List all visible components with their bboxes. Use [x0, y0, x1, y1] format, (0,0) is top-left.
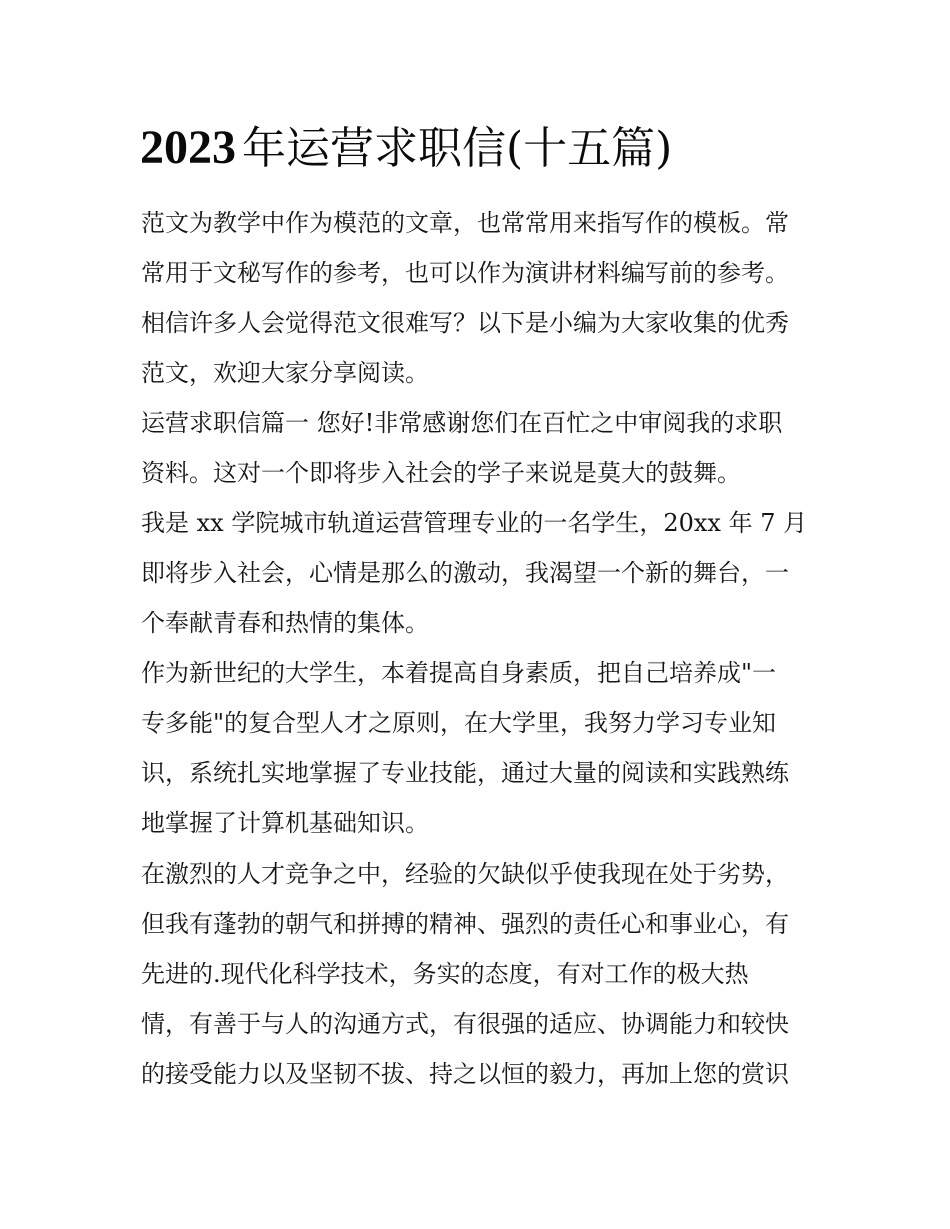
paragraph-4-line-2: 专多能"的复合型人才之原则，在大学里，我努力学习专业知 — [141, 709, 777, 737]
paragraph-1-line-3: 相信许多人会觉得范文很难写？以下是小编为大家收集的优秀 — [141, 309, 789, 337]
document-title — [140, 118, 672, 179]
paragraph-1-line-2: 常用于文秘写作的参考，也可以作为演讲材料编写前的参考。 — [141, 259, 789, 287]
paragraph-2-line-1: 运营求职信篇一 您好!非常感谢您们在百忙之中审阅我的求职 — [141, 409, 783, 437]
paragraph-5-line-4: 情，有善于与人的沟通方式，有很强的适应、协调能力和较快 — [141, 1010, 789, 1038]
paragraph-1-line-4: 范文，欢迎大家分享阅读。 — [141, 359, 429, 387]
paragraph-5-line-2: 但我有蓬勃的朝气和拼搏的精神、强烈的责任心和事业心，有 — [141, 910, 789, 938]
paragraph-4-line-1: 作为新世纪的大学生，本着提高自身素质，把自己培养成"一 — [141, 659, 777, 687]
paragraph-5-line-1: 在激烈的人才竞争之中，经验的欠缺似乎使我现在处于劣势， — [141, 860, 789, 888]
title-year: 2023 — [140, 121, 236, 174]
paragraph-2-line-2: 资料。这对一个即将步入社会的学子来说是莫大的鼓舞。 — [141, 459, 741, 487]
title-text: 年运营求职信(十五篇) — [242, 123, 673, 174]
paragraph-3-line-2: 即将步入社会，心情是那么的激动，我渴望一个新的舞台，一 — [141, 559, 789, 587]
paragraph-5-line-5: 的接受能力以及坚韧不拔、持之以恒的毅力，再加上您的赏识 — [141, 1060, 789, 1088]
paragraph-5-line-3: 先进的.现代化科学技术，务实的态度，有对工作的极大热 — [141, 960, 749, 988]
paragraph-4-line-4: 地掌握了计算机基础知识。 — [141, 809, 429, 837]
paragraph-3-line-1: 我是 xx 学院城市轨道运营管理专业的一名学生，20xx 年 7 月 — [141, 509, 808, 537]
paragraph-4-line-3: 识，系统扎实地掌握了专业技能，通过大量的阅读和实践熟练 — [141, 759, 789, 787]
paragraph-3-line-3: 个奉献青春和热情的集体。 — [141, 609, 429, 637]
paragraph-1-line-1: 范文为教学中作为模范的文章，也常常用来指写作的模板。常 — [141, 209, 789, 237]
